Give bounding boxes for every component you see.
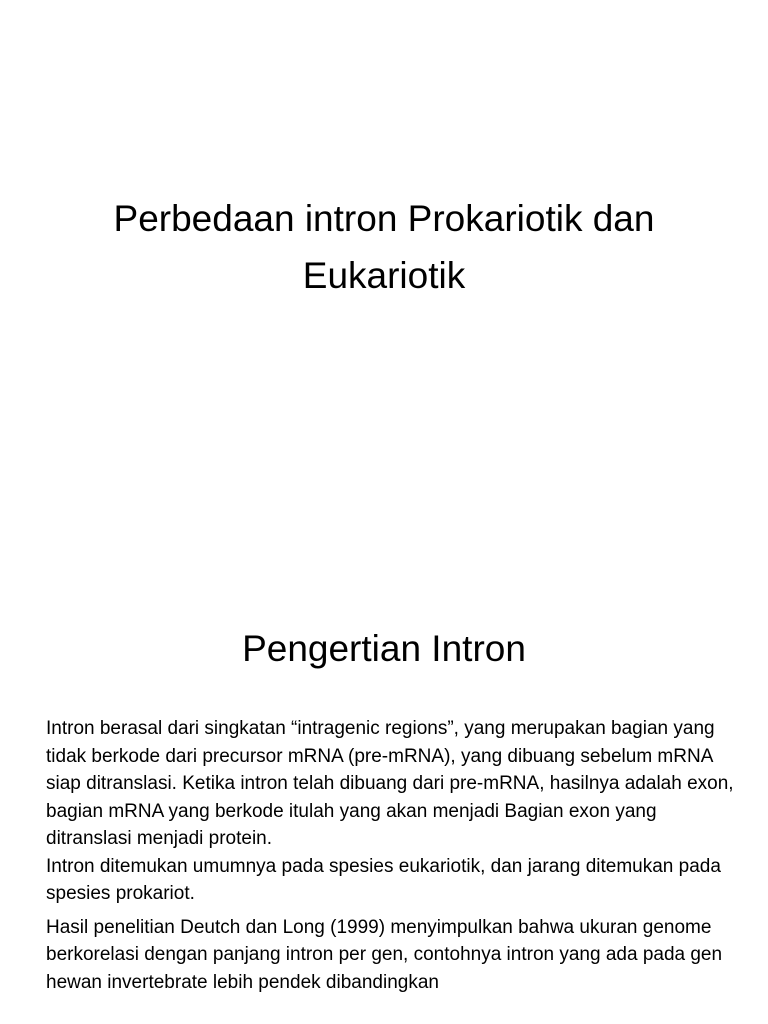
body-paragraph: Hasil penelitian Deutch dan Long (1999) menyimpulkan bahwa ukuran genome berkorelasi dengan panjang intron per gen, contohnya intron yang ada pada gen hewan invertebrate lebih pendek dibandingkan [46,916,723,993]
slide-title: Pengertian Intron [242,628,526,669]
slide-body [46,715,736,996]
slide-2 [0,577,768,1024]
slide-title: Perbedaan intron Prokariotik dan Eukariotik [113,198,655,296]
body-paragraph: Intron ditemukan umumnya pada spesies eukariotik, dan jarang ditemukan pada spesies prokariot. [46,855,721,904]
body-paragraph: Intron berasal dari singkatan “intragenic regions”, yang merupakan bagian yang tidak berkode dari precursor mRNA (pre-mRNA), yang dibuang sebelum mRNA siap ditranslasi. Ketika intron telah dibuang dari pre-mRNA, hasilnya adalah exon, bagian mRNA yang berkode itulah yang akan menjadi Bagian exon yang ditranslasi menjadi protein. [46,718,734,849]
